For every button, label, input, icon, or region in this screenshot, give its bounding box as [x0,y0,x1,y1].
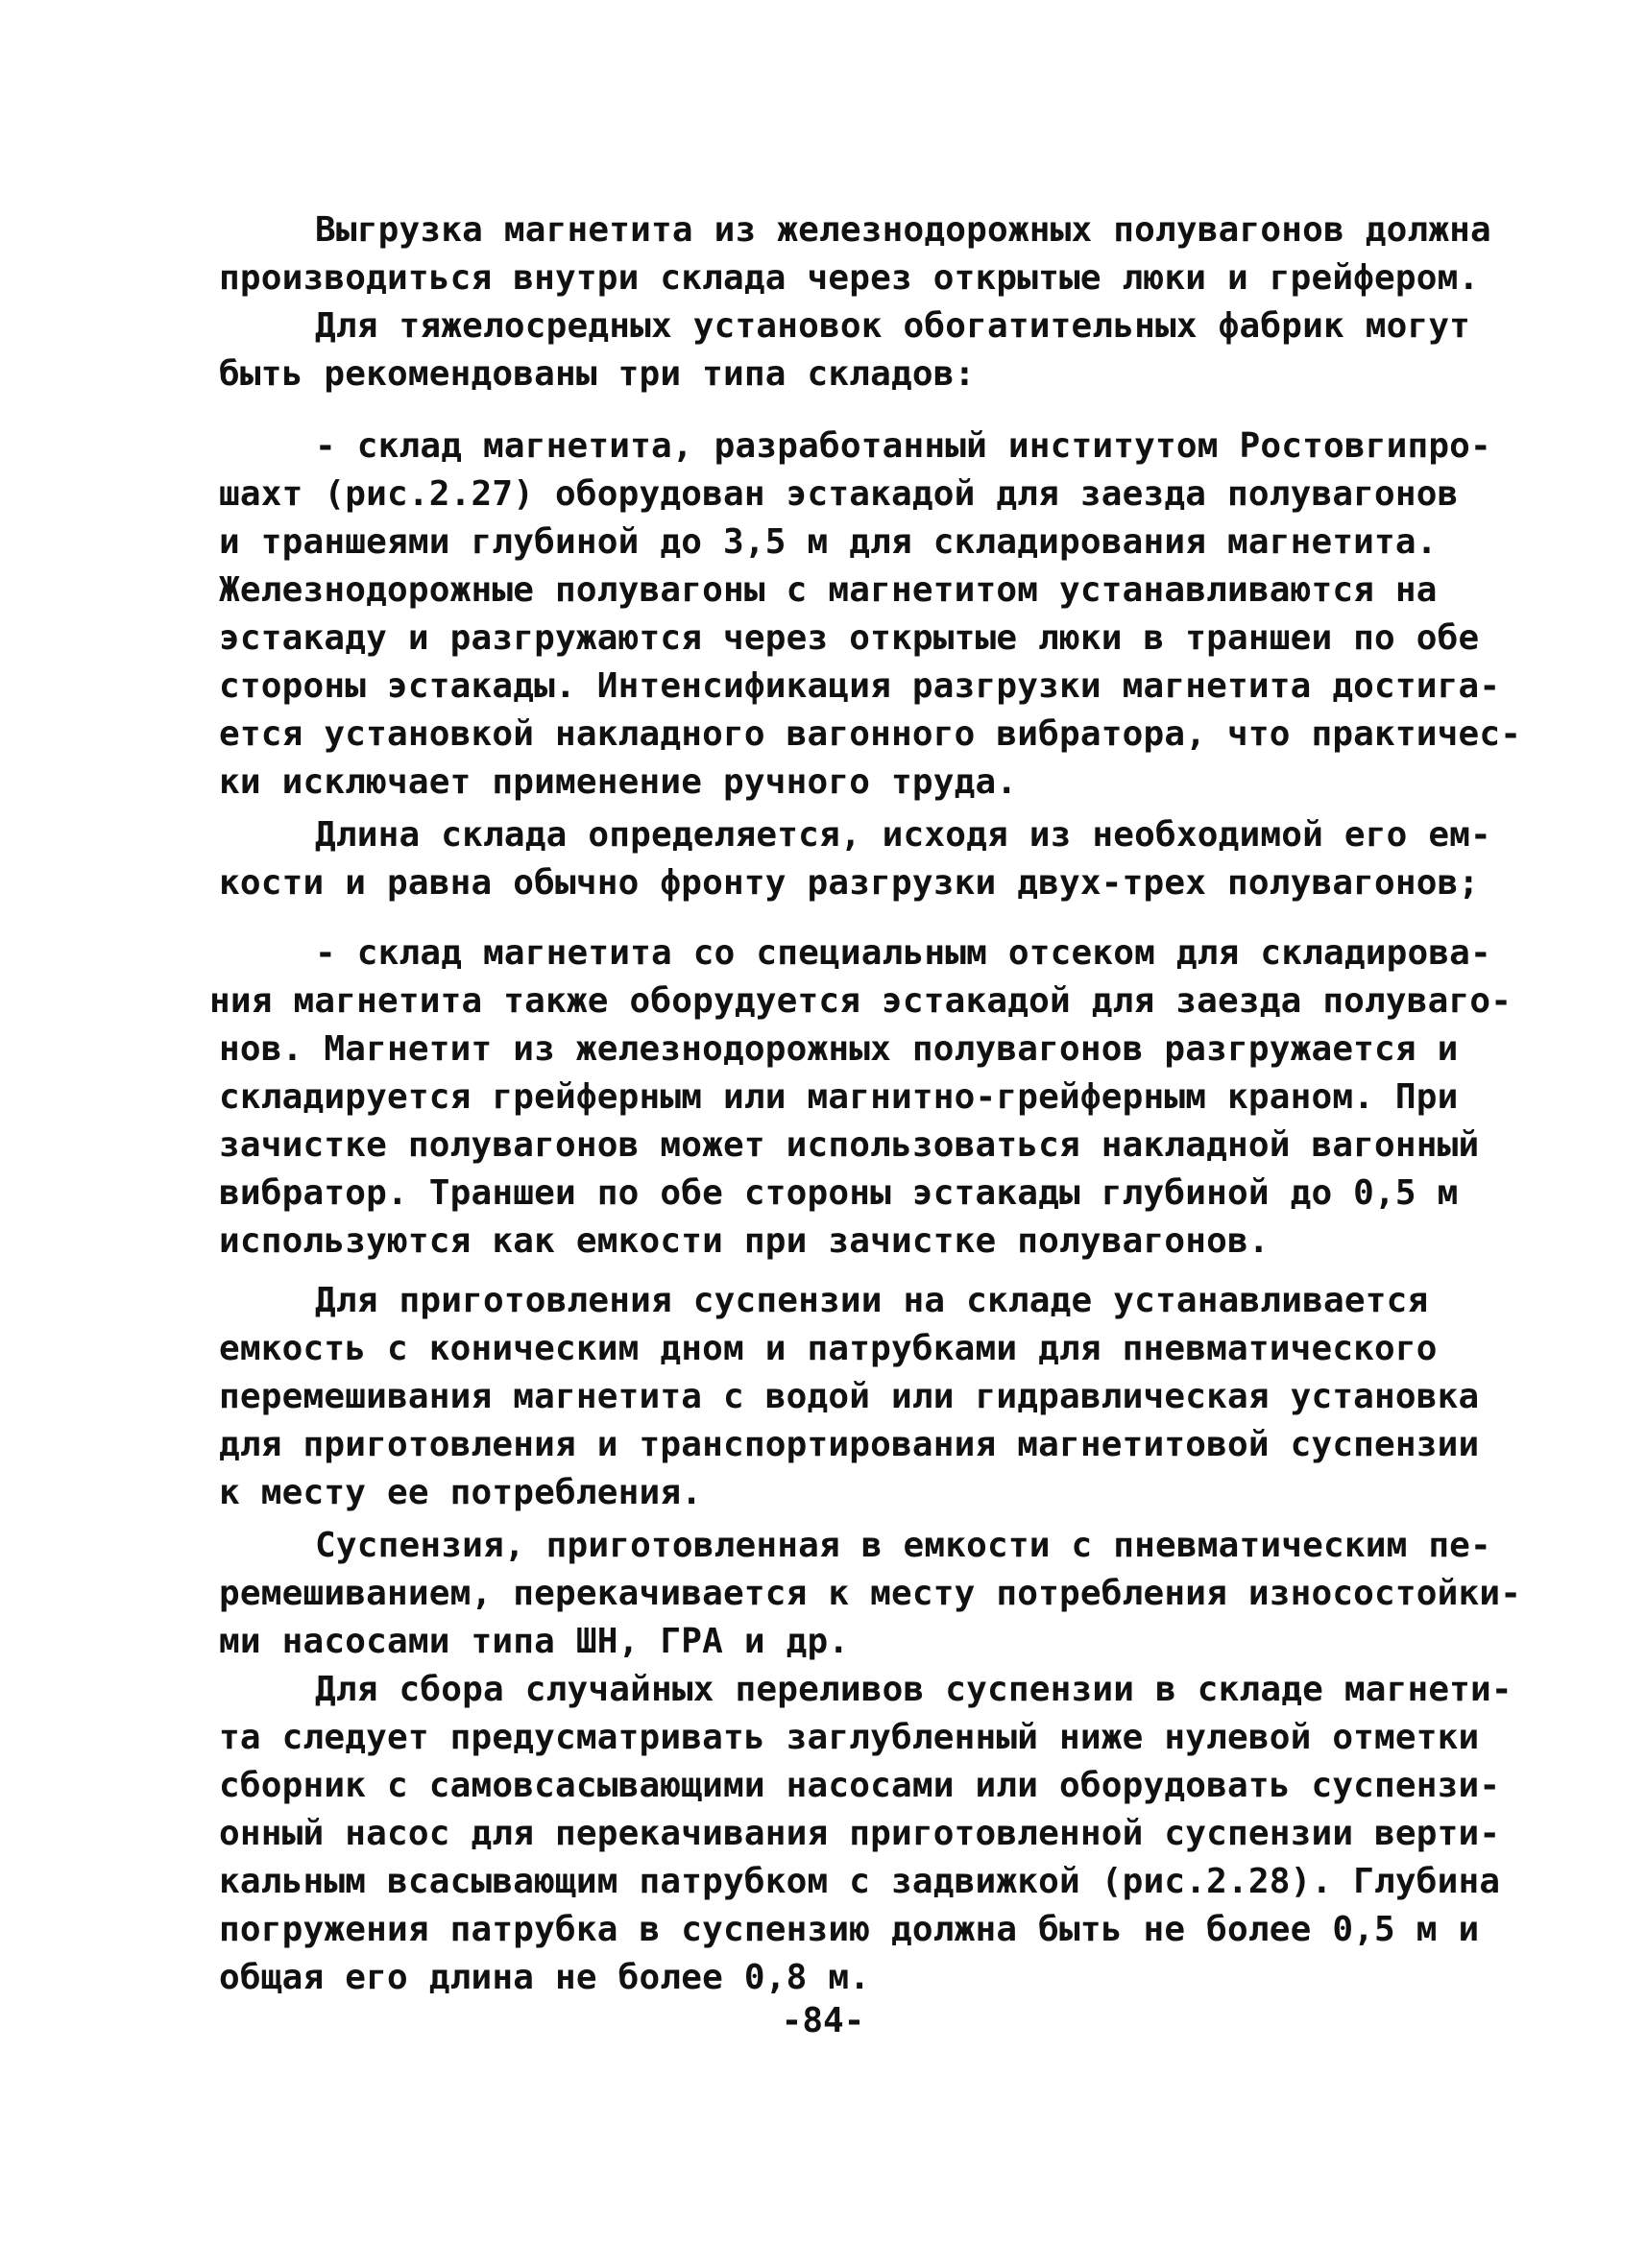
text-line: для приготовления и транспортирования магнетитовой суспензии [219,1425,1480,1464]
text-line: ремешиванием, перекачивается к месту потребления износостойки- [219,1574,1522,1613]
text-line: ния магнетита также оборудуется эстакадой для заезда полуваго- [209,981,1513,1021]
text-line: Выгрузка магнетита из железнодорожных полувагонов должна [315,210,1491,250]
text-line: сборник с самовсасывающими насосами или оборудовать суспензи- [219,1766,1501,1805]
text-line: и траншеями глубиной до 3,5 м для складирования магнетита. [219,522,1438,562]
text-line: нов. Магнетит из железнодорожных полувагонов разгружается и [219,1029,1459,1069]
text-line: ется установкой накладного вагонного вибратора, что практичес- [219,714,1522,754]
text-line: емкость с коническим дном и патрубками для пневматического [219,1329,1438,1368]
text-line: эстакаду и разгружаются через открытые люки в траншеи по обе [219,618,1480,658]
text-line: перемешивания магнетита с водой или гидравлическая установка [219,1377,1480,1416]
text-line: кальным всасывающим патрубком с задвижкой (рис.2.28). Глубина [219,1862,1501,1901]
text-line: онный насос для перекачивания приготовленной суспензии верти- [219,1814,1501,1853]
text-line: к месту ее потребления. [219,1473,703,1512]
text-line: Суспензия, приготовленная в емкости с пневматическим пе- [315,1526,1491,1565]
text-line: Для приготовления суспензии на складе устанавливается [315,1281,1429,1320]
text-line: общая его длина не более 0,8 м. [219,1958,871,1997]
paragraph-7 [219,1522,1522,1666]
text-line: ми насосами типа ШН, ГРА и др. [219,1622,850,1661]
text-line: вибратор. Траншеи по обе стороны эстакады глубиной до 0,5 м [219,1173,1459,1213]
paragraph-1 [219,206,1491,302]
text-line: та следует предусматривать заглубленный ниже нулевой отметки [219,1718,1480,1757]
paragraph-3 [219,422,1522,807]
text-line: Для тяжелосредных установок обогатительных фабрик могут [315,306,1471,346]
text-line: Железнодорожные полувагоны с магнетитом устанавливаются на [219,570,1438,610]
text-line: стороны эстакады. Интенсификация разгрузки магнетита достига- [219,666,1501,706]
text-line: кости и равна обычно фронту разгрузки двух-трех полувагонов; [219,863,1480,903]
text-line: Для сбора случайных переливов суспензии в складе магнети- [315,1670,1513,1709]
text-line: ки исключает применение ручного труда. [219,762,1018,802]
text-line: - склад магнетита, разработанный институтом Ростовгипро- [315,426,1491,466]
text-line: производиться внутри склада через открытые люки и грейфером. [219,258,1480,298]
text-line: шахт (рис.2.27) оборудован эстакадой для заезда полувагонов [219,474,1459,514]
text-line: зачистке полувагонов может использоваться накладной вагонный [219,1125,1480,1165]
paragraph-5 [209,929,1513,1266]
paragraph-8 [219,1666,1513,2002]
text-line: - склад магнетита со специальным отсеком для складирова- [315,933,1491,973]
text-line: погружения патрубка в суспензию должна быть не более 0,5 м и [219,1910,1480,1949]
page-number: -84- [781,2001,865,2040]
text-line: Длина склада определяется, исходя из необходимой его ем- [315,815,1491,855]
paragraph-4 [219,811,1491,907]
text-line: быть рекомендованы три типа складов: [219,354,976,394]
paragraph-6 [219,1277,1480,1517]
text-line: складируется грейферным или магнитно-грейферным краном. При [219,1077,1459,1117]
text-line: используются как емкости при зачистке полувагонов. [219,1221,1270,1261]
paragraph-2 [219,302,1471,398]
